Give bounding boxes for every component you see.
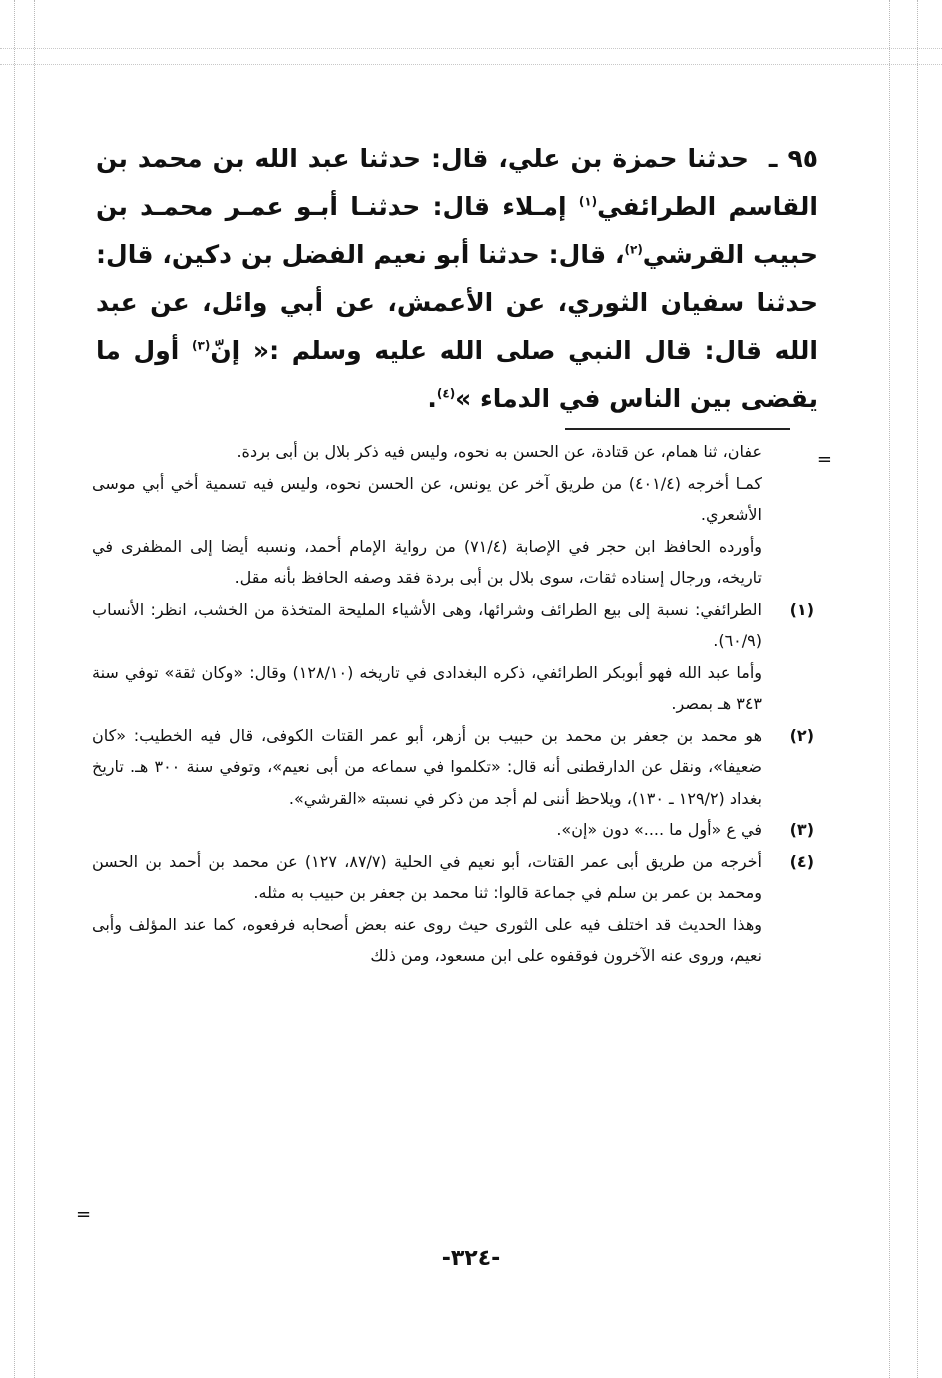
footnote-marker: (٤) xyxy=(789,851,814,871)
footnote-continuation: وأورده الحافظ ابن حجر في الإصابة (٧١/٤) من رواية الإمام أحمد، ونسبه أيضا إلى المظفرى في تاريخه، ورجال إسناده ثقات، سوى بلال بن أبى بردة فقد وصفه الحافظ بأنه مقل. xyxy=(92,536,762,587)
scan-guide-line xyxy=(889,0,890,1378)
page-number: -٣٢٤- xyxy=(441,1246,501,1271)
continuation-mark: = xyxy=(76,1204,92,1225)
footnote-text: وأما عبد الله فهو أبوبكر الطرائفي، ذكره البغدادى في تاريخه (١٢٨/١٠) وقال: «وكان ثقة» توفي سنة ٣٤٣ هـ بمصر. xyxy=(92,662,763,713)
footnote-3 xyxy=(92,814,814,846)
footnote-ref: (٣) xyxy=(192,338,211,353)
scan-guide-line xyxy=(14,0,15,1378)
hadith-text-part: ، قال: حدثنا أبو نعيم الفضل بن دكين، قال: حدثنا سفيان الثوري، عن الأعمش، عن أبي وائل، عن عبد الله قال: قال النبي صلى الله عليه وسلم :« إنّ xyxy=(96,240,819,365)
footnote-text: هو محمد بن جعفر بن محمد بن حبيب بن أزهر، أبو عمر القتات الكوفى، قال فيه الخطيب: «كان ضعيفا»، ونقل عن الدارقطنى أنه قال: «تكلموا في سماعه من أبى نعيم»، وتوفي سنة ٣٠٠ هـ. تاريخ بغداد (١٢٩/٢ ـ ١٣٠)، ويلاحظ أننى لم أجد من ذكر في نسبته «القرشي». xyxy=(92,725,762,808)
hadith-number: ٩٥ ـ xyxy=(768,144,818,173)
footnote-ref: (٤) xyxy=(436,386,456,401)
footnote-separator xyxy=(565,428,790,430)
footnotes xyxy=(76,436,832,1225)
footnote-text: في ع «أول ما ....» دون «إن». xyxy=(556,820,762,839)
footnote-ref: (٢) xyxy=(624,242,643,257)
hadith-text-part: إمـلاء قال: حدثنـا أبـو عمـر محمـد بن حبيب القرشي xyxy=(96,192,818,269)
footnote-text: أخرجه من طريق أبى عمر القتات، أبو نعيم في الحلية (٨٧/٧، ١٢٧) عن محمد بن أحمد بن الحسن ومحمد بن عمر بن سلم في جماعة قالوا: ثنا محمد بن جعفر بن حبيب به مثله. xyxy=(92,851,763,902)
footnote-continuation: كمـا أخرجه (٤٠١/٤) من طريق آخر عن يونس، عن الحسن نحوه، وليس فيه تسمية أخي أبي موسى الأشعري. xyxy=(92,473,762,524)
footnote-ref: (١) xyxy=(578,194,598,209)
hadith-text-part: . xyxy=(427,384,437,413)
footnote-marker: (٢) xyxy=(789,725,814,745)
footnote-text: الطرائفي: نسبة إلى بيع الطرائف وشرائها، وهى الأشياء المليحة المتخذة من الخشب، انظر: الأنساب (٦٠/٩). xyxy=(92,599,762,650)
hadith-text-part: أول ما يقضى بين الناس في الدماء » xyxy=(96,336,818,413)
footnote-4 xyxy=(92,846,814,972)
footnote-text: وهذا الحديث قد اختلف فيه على الثورى حيث روى عنه بعض أصحابه فرفعوه، كما عند المؤلف وأبى نعيم، وروى عنه الآخرون فوقفوه على ابن مسعود، ومن ذلك xyxy=(92,914,762,965)
scan-guide-line xyxy=(0,48,942,49)
continuation-mark: = xyxy=(816,449,832,470)
footnote-2 xyxy=(92,720,814,815)
hadith-text-part: حدثنا حمزة بن علي، قال: حدثنا عبد الله بن محمد بن القاسم الطرائفي xyxy=(96,144,818,221)
hadith-text xyxy=(96,135,818,423)
footnote-marker: (١) xyxy=(789,599,814,619)
scan-guide-line xyxy=(0,64,942,65)
scan-guide-line xyxy=(34,0,35,1378)
scan-guide-line xyxy=(917,0,918,1378)
footnote-1 xyxy=(92,594,814,720)
footnote-continuation: عفان، ثنا همام، عن قتادة، عن الحسن به نحوه، وليس فيه ذكر بلال بن أبى بردة. xyxy=(236,442,762,461)
footnote-marker: (٣) xyxy=(789,820,814,839)
